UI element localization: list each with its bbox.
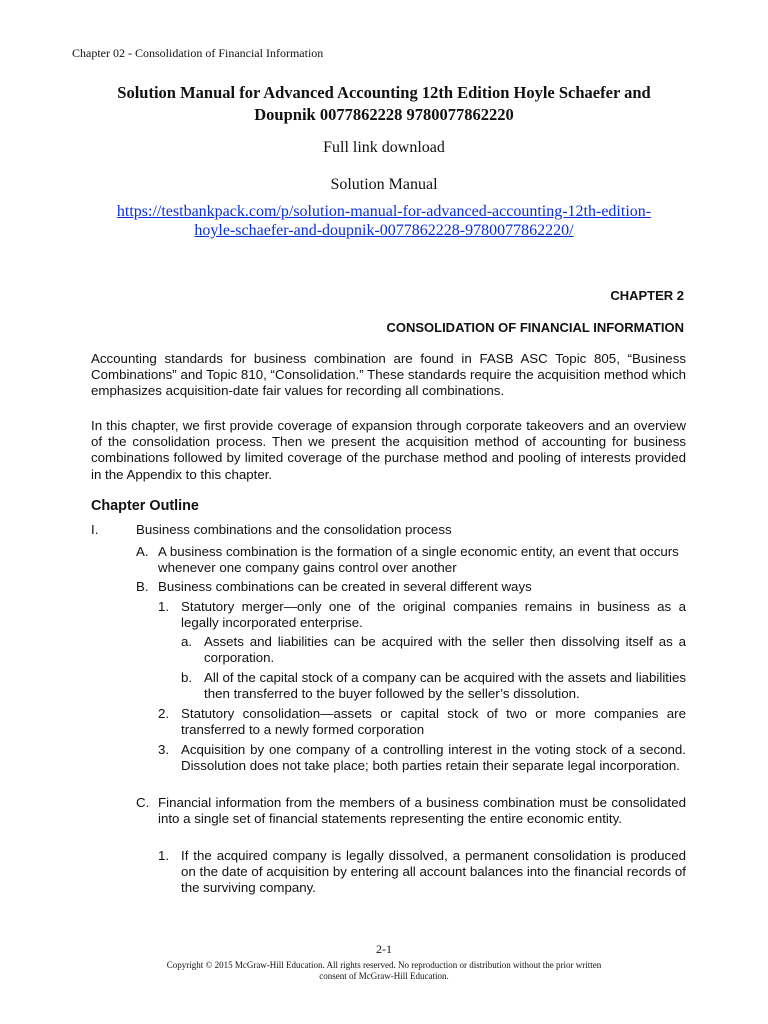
outline-text: Financial information from the members of a business combination must be consolidated into a single set of financial statements representing the entire economic entity. (158, 795, 686, 827)
outline-marker: A. (136, 544, 149, 559)
outline-item-B3 (158, 742, 686, 774)
outline-text: Business combinations and the consolidation process (136, 522, 452, 537)
outline-marker: B. (136, 579, 149, 594)
outline-item-B1b (181, 670, 686, 702)
outline-item-B1 (158, 599, 686, 631)
outline-text: Assets and liabilities can be acquired with the seller then dissolving itself as a corporation. (204, 634, 686, 666)
copyright-notice (40, 960, 728, 982)
solution-manual-label: Solution Manual (330, 176, 438, 193)
outline-item-C (136, 795, 686, 827)
outline-marker: a. (181, 634, 193, 649)
outline-marker: C. (136, 795, 150, 810)
download-link-line-2[interactable]: hoyle-schaefer-and-doupnik-0077862228-9780077862220/ (194, 222, 574, 239)
outline-marker: 1. (158, 848, 170, 863)
outline-item-A (136, 544, 686, 576)
outline-text: If the acquired company is legally dissolved, a permanent consolidation is produced on the date of acquisition by entering all account balances into the financial records of the surviving company. (181, 848, 686, 896)
outline-text: Acquisition by one company of a controlling interest in the voting stock of a second. Dissolution does not take place; both parties retain their separate legal incorporation. (181, 742, 686, 774)
copyright-line-1: Copyright © 2015 McGraw-Hill Education. All rights reserved. No reproduction or distribution without the prior written (166, 960, 602, 970)
running-header: Chapter 02 - Consolidation of Financial Information (72, 46, 324, 60)
chapter-outline-heading: Chapter Outline (91, 498, 199, 514)
outline-item-B (136, 579, 686, 595)
document-title-line-2: Doupnik 0077862228 9780077862220 (254, 105, 514, 124)
outline-text: All of the capital stock of a company can be acquired with the assets and liabilities then transferred to the buyer followed by the seller’s dissolution. (204, 670, 686, 702)
outline-marker: b. (181, 670, 193, 685)
outline-text: A business combination is the formation of a single economic entity, an event that occurs whenever one company gains control over another (158, 544, 679, 576)
outline-item-C1 (158, 848, 686, 897)
outline-item-B2 (158, 706, 686, 738)
download-link-line-1[interactable]: https://testbankpack.com/p/solution-manual-for-advanced-accounting-12th-edition- (116, 203, 652, 220)
chapter-title: CONSOLIDATION OF FINANCIAL INFORMATION (386, 320, 684, 335)
full-link-download-text: Full link download (323, 139, 445, 156)
outline-text: Business combinations can be created in several different ways (158, 579, 532, 594)
outline-marker: 1. (158, 599, 170, 614)
outline-text: Statutory consolidation—assets or capital stock of two or more companies are transferred to a newly formed corporation (181, 706, 686, 738)
outline-text: Statutory merger—only one of the original companies remains in business as a legally incorporated enterprise. (181, 599, 686, 631)
chapter-number: CHAPTER 2 (610, 288, 684, 303)
page-number: 2-1 (376, 942, 392, 956)
overview-paragraph: In this chapter, we first provide coverage of expansion through corporate takeovers and an overview of the consolidation process. Then we present the acquisition method of accounting for business combinations followed by limited coverage of the purchase method and pooling of interests provided in the Appendix to this chapter. (91, 418, 686, 482)
outline-marker: I. (91, 522, 99, 537)
document-title-line-1: Solution Manual for Advanced Accounting 12th Edition Hoyle Schaefer and (117, 83, 651, 102)
download-link[interactable] (80, 202, 688, 240)
outline-item-B1a (181, 634, 686, 666)
outline-marker: 2. (158, 706, 170, 721)
document-title (90, 82, 678, 126)
outline-marker: 3. (158, 742, 170, 757)
copyright-line-2: consent of McGraw-Hill Education. (319, 971, 449, 981)
intro-paragraph: Accounting standards for business combination are found in FASB ASC Topic 805, “Business Combinations” and Topic 810, “Consolidation.” These standards require the acquisition method which emphasizes acquisition-date fair values for recording all combinations. (91, 351, 686, 399)
